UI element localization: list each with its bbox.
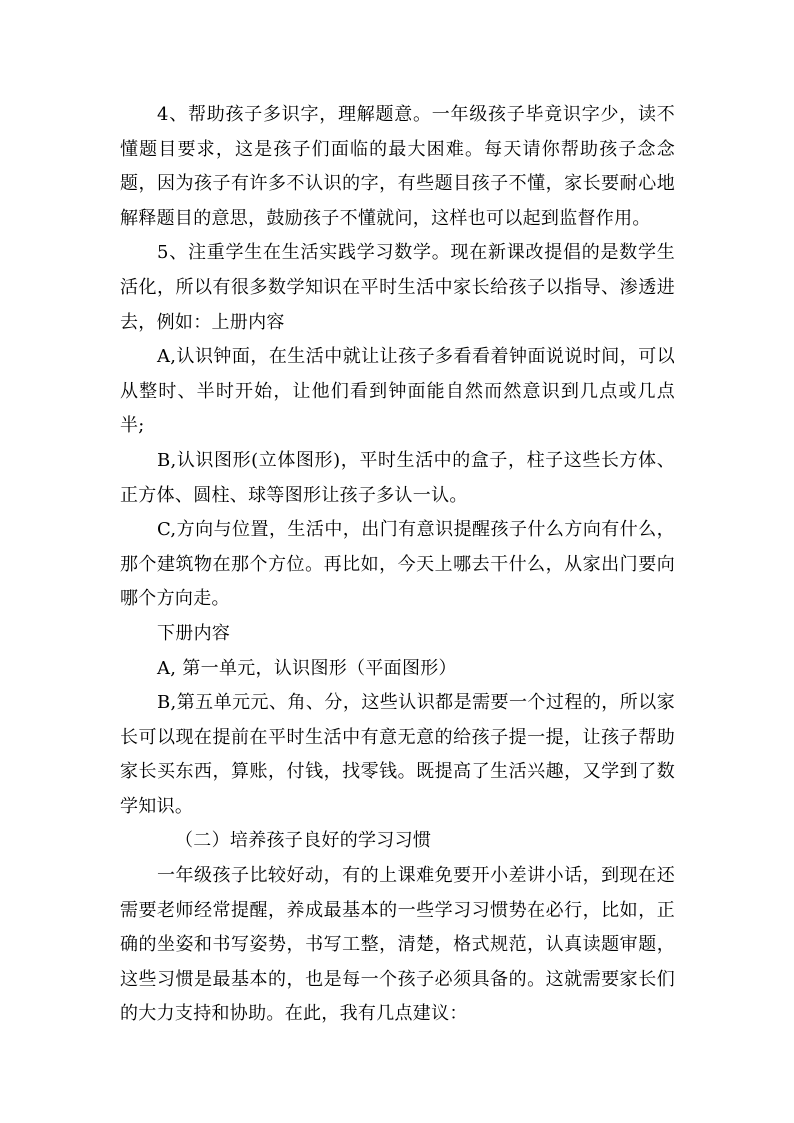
paragraph-plane-shapes: A, 第一单元，认识图形（平面图形） bbox=[157, 657, 457, 679]
paragraph-solid-shapes: B,认识图形(立体图形)，平时生活中的盒子，柱子这些长方体、正方体、圆柱、球等图形让孩子多认一认。 bbox=[120, 449, 675, 506]
paragraph-second-volume: 下册内容 bbox=[157, 622, 231, 644]
paragraph-life-math: 5、注重学生在生活实践学习数学。现在新课改提倡的是数学生活化，所以有很多数学知识在平时生活中家长给孩子以指导、渗透进去，例如：上册内容 bbox=[120, 242, 675, 333]
paragraph-money: B,第五单元元、角、分，这些认识都是需要一个过程的，所以家长可以现在提前在平时生活中有意无意的给孩子提一提，让孩子帮助家长买东西，算账，付钱，找零钱。既提高了生活兴趣，又学到了数学知识。 bbox=[120, 692, 675, 817]
paragraph-habits: 一年级孩子比较好动，有的上课难免要开小差讲小话，到现在还需要老师经常提醒，养成最基本的一些学习习惯势在必行，比如，正确的坐姿和书写姿势，书写工整，清楚，格式规范，认真读题审题，这些习惯是最基本的，也是每一个孩子必须具备的。这就需要家长们的大力支持和协助。在此，我有几点建议： bbox=[120, 865, 675, 1025]
paragraph-help-literacy: 4、帮助孩子多识字，理解题意。一年级孩子毕竟识字少，读不懂题目要求，这是孩子们面临的最大困难。每天请你帮助孩子念念题，因为孩子有许多不认识的字，有些题目孩子不懂，家长要耐心地解释题目的意思，鼓励孩子不懂就问，这样也可以起到监督作用。 bbox=[120, 104, 675, 229]
section-heading-habits: （二）培养孩子良好的学习习惯 bbox=[175, 830, 432, 852]
document-body bbox=[120, 98, 675, 1032]
paragraph-direction: C,方向与位置，生活中，出门有意识提醒孩子什么方向有什么，那个建筑物在那个方位。再比如，今天上哪去干什么，从家出门要向哪个方向走。 bbox=[120, 519, 675, 610]
paragraph-clock: A,认识钟面，在生活中就让让孩子多看看着钟面说说时间，可以从整时、半时开始，让他们看到钟面能自然而然意识到几点或几点半; bbox=[120, 346, 675, 437]
